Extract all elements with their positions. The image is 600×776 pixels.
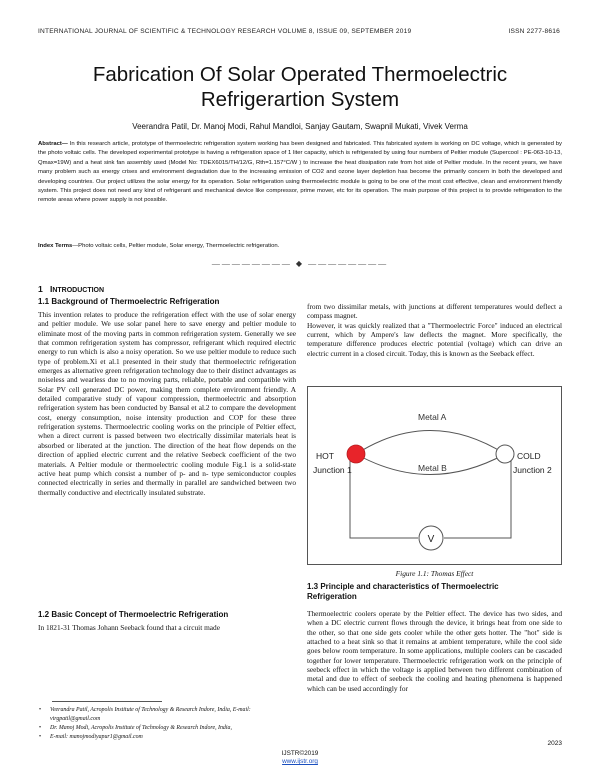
section-heading-introduction (38, 284, 104, 294)
footnote-item: • E-mail: manojmodiyapur1@gmail.com (38, 733, 296, 742)
index-terms (38, 243, 562, 249)
subsection-heading-1-3-line-2: Refrigeration (307, 592, 357, 601)
page-number: 2023 (547, 740, 562, 747)
subsection-heading-1-1: 1.1 Background of Thermoelectric Refrigeration (38, 297, 220, 306)
section-separator: ———————— ◆ ———————— (211, 259, 389, 268)
abstract-text: In this research article, prototype of thermoelectric refrigeration system working has been designed and fabricated. This fabricated system is working on DC voltage, which is generated by the photo voltaic cells. The developed experimental prototype is having a refrigeration space of 1 liter capacity, which is refrigerated by using four numbers of Peltier module (Supercool : PE-063-10-13, Qmax=19W) and a heat sink fan assembly used (Model No: TDEX6015/TH/12/G, Rth=1.157°C/W ) to increase the heat dissipation rate from hot side of Peltier module. In the recent years, we have many problem such as energy crises and environment degradation due to the increasing emission of CO2 and ozone layer depletion has become the primarily concern in both the developed and developing countries. Our project utilizes the solar energy for its operation. Solar refrigeration using thermoelectric module is going to be one of the most cost effective, clean and environment friendly system. This project does not need any kind of refrigerant and mechanical device like compressor, prime mover, etc for its operation. The main purpose of this project is to provide refrigeration to the remote areas where power supply is not possible. (38, 141, 562, 204)
paper-title (40, 62, 560, 112)
cold-junction-icon (496, 445, 514, 463)
title-line-1: Fabrication Of Solar Operated Thermoelectric (92, 63, 508, 86)
figure-caption: Figure 1.1: Thomas Effect (395, 569, 474, 578)
paragraph-1-2 (38, 623, 296, 632)
abstract-label: Abstract— (38, 141, 68, 147)
metal-a-wire (356, 431, 505, 455)
left-column (38, 310, 296, 497)
subsection-heading-1-3-line-1: 1.3 Principle and characteristics of Thermoelectric (307, 582, 499, 591)
metal-b-label: Metal B (418, 463, 447, 473)
subsection-heading-1-3 (307, 582, 562, 602)
metal-a-label: Metal A (418, 412, 447, 422)
footnotes (38, 706, 296, 742)
issn: ISSN 2277-8616 (508, 28, 560, 35)
footer-code: IJSTR©2019 (281, 750, 319, 757)
abstract (38, 140, 562, 206)
paragraph-1-3: Thermoelectric coolers operate by the Peltier effect. The device has two sides, and when a DC electric current flows through the device, it brings heat from one side to the other, so that one side gets cooler while the other gets hotter. The "hot" side is attached to a heat sink so that it remains at ambient temperature, while the cool side goes below room temperature. In some applications, multiple coolers can be cascaded together for lower temperature. Thermoelectric refrigeration work on the principle of seebeck effect in which the voltage is applied between two different combination of metal and due to effect of seebeck the cooling and heating phenomena is happened which can be used accordingly for (307, 609, 562, 693)
footnote-item: • Dr. Manoj Modi, Acropolis Institute of Technology & Research Indore, India, (38, 724, 296, 733)
section-first-letter: I (49, 284, 53, 294)
paragraph-right-1: from two dissimilar metals, with junctions at different temperatures would deflect a compass magnet. (307, 302, 562, 321)
section-rest: NTRODUCTION (52, 287, 105, 294)
section-number: 1 (38, 284, 43, 294)
thermocouple-diagram (308, 387, 561, 564)
authors: Veerandra Patil, Dr. Manoj Modi, Rahul Mandloi, Sanjay Gautam, Swapnil Mukati, Vivek Verma (132, 122, 468, 131)
page-footer (0, 750, 600, 766)
paragraph-1-2-text: In 1821-31 Thomas Johann Seeback found that a circuit made (38, 623, 220, 632)
footnote-rule (52, 701, 162, 702)
junction-1-label: Junction 1 (313, 465, 352, 475)
figure-thomas-effect (307, 386, 562, 565)
junction-2-label: Junction 2 (513, 465, 552, 475)
paragraph-1-1: This invention relates to produce the refrigeration effect with the use of solar energy and peltier module. We use solar panel here to save energy and peltier module to eliminate most of the moving parts in common refrigeration system. Generally we see that common refrigeration system has compressor, refrigerant which required electric energy to run which is also a noisy operation. So we use peltier module to reduce such type of problem.Xi et al.1 presented in their study that thermoelectric refrigeration emerges as alternative green refrigeration technology due to their distinct advantages as noiseless and wearless due to no moving parts, reliable, portable and compatible with Solar PV cell generated DC power, making them complete environment friendly. A detailed comparative study of vapour compression, thermoelectric and absorption refrigeration system has been conducted by Bansal et al.2 to compare the development cost, energy consumption, noise intensity production and COP for these three refrigeration systems. Thermoelectric cooling works on the principle of Peltier effect, when a direct current is passed between two electrically dissimilar materials heat is absorbed or liberated at the junction. The direction of the heat flow depends on the direction of applied electric current and the relative Seebeck coefficient of the two materials. A Peltier module or thermoelectric cooling module Fig.1 is a solid-state active heat pump which consist a number of p- and n- type semiconductor couples connected electrically in series and thermally in parallel are sandwiched between two thermally conductive and electrically insulated substrate. (38, 310, 296, 497)
footer-url-link[interactable]: www.ijstr.org (282, 758, 318, 765)
voltmeter-label: V (427, 534, 435, 545)
journal-name: INTERNATIONAL JOURNAL OF SCIENTIFIC & TECHNOLOGY RESEARCH VOLUME 8, ISSUE 09, SEPTEMBER 2019 (38, 28, 412, 35)
index-terms-label: Index Terms (38, 243, 73, 249)
subsection-heading-1-2: 1.2 Basic Concept of Thermoelectric Refrigeration (38, 610, 229, 619)
title-line-2: Refrigerartion System (200, 88, 400, 111)
hot-junction-icon (347, 445, 365, 463)
index-terms-text: —Photo voltaic cells, Peltier module, Solar energy, Thermoelectric refrigeration. (72, 243, 280, 249)
journal-header (38, 28, 560, 35)
hot-label: HOT (316, 451, 334, 461)
cold-label: COLD (517, 451, 541, 461)
paragraph-right-2: However, it was quickly realized that a "Thermoelectric Force" induced an electrical current, which by Ampere's law deflects the magnet. More specifically, the temperature difference produces electric potential (voltage) which can drive an electric current in a closed circuit. Today, this is known as the Seeback effect. (307, 320, 562, 358)
right-column-bottom (307, 609, 562, 693)
right-column-top (307, 302, 562, 358)
footnote-item: • Veerandra Patil, Acropolis Institute of Technology & Research Indore, India, E-mail: virgpatil@gmail.com (38, 706, 296, 724)
